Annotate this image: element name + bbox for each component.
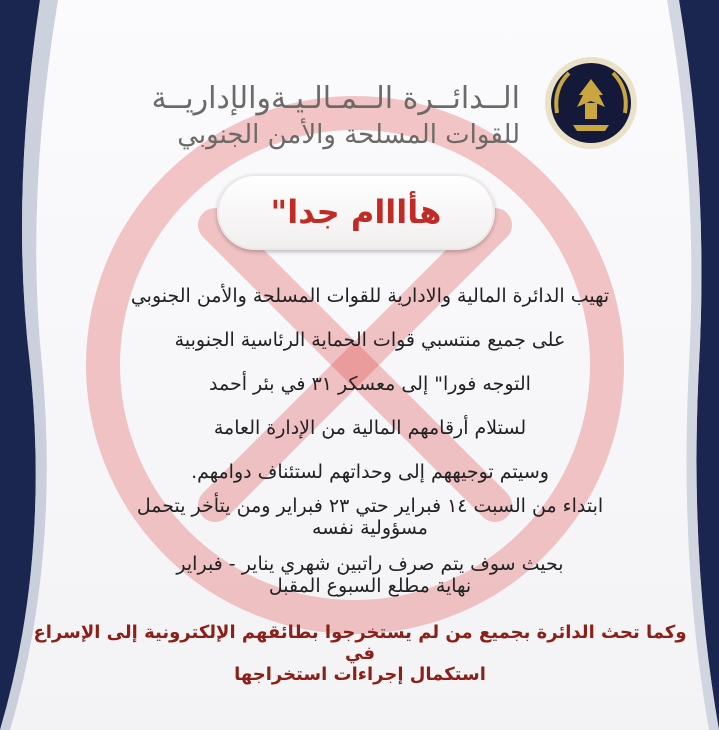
body-line: تهيب الدائرة المالية والادارية للقوات المسلحة والأمن الجنوبي xyxy=(130,285,610,307)
military-emblem-icon xyxy=(543,55,639,151)
body-line: وسيتم توجيههم إلى وحداتهم لستئناف دوامهم. xyxy=(191,461,549,483)
banner-text: هأااام جدا" xyxy=(270,193,442,231)
important-banner xyxy=(217,174,495,250)
notice-line-1: وكما تحث الدائرة بجميع من لم يستخرجوا بطائقهم الإلكترونية إلى الإسراع في xyxy=(33,622,687,664)
body-line: مسؤولية نفسه xyxy=(312,517,428,539)
left-decor-band xyxy=(0,0,90,730)
body-line: ابتداء من السبت ١٤ فبراير حتي ٢٣ فبراير ومن يتأخر يتحمل xyxy=(136,495,604,517)
body-line: على جميع منتسبي قوات الحماية الرئاسية الجنوبية xyxy=(174,329,566,351)
document-header xyxy=(110,80,520,152)
header-subtitle: للقوات المسلحة والأمن الجنوبي xyxy=(177,120,520,150)
notice-line-2: استكمال إجراءات استخراجها xyxy=(234,664,486,685)
body-line: بحيث سوف يتم صرف راتبين شهري يناير - فبراير xyxy=(176,553,564,575)
body-line: لستلام أرقامهم المالية من الإدارة العامة xyxy=(213,417,527,439)
body-line: نهاية مطلع السبوع المقبل xyxy=(268,575,472,597)
header-title: الــدائــرة الــمـالـيـةوالإداريــة xyxy=(151,81,520,116)
body-line: التوجه فورا" إلى معسكر ٣١ في بئر أحمد xyxy=(209,373,531,395)
